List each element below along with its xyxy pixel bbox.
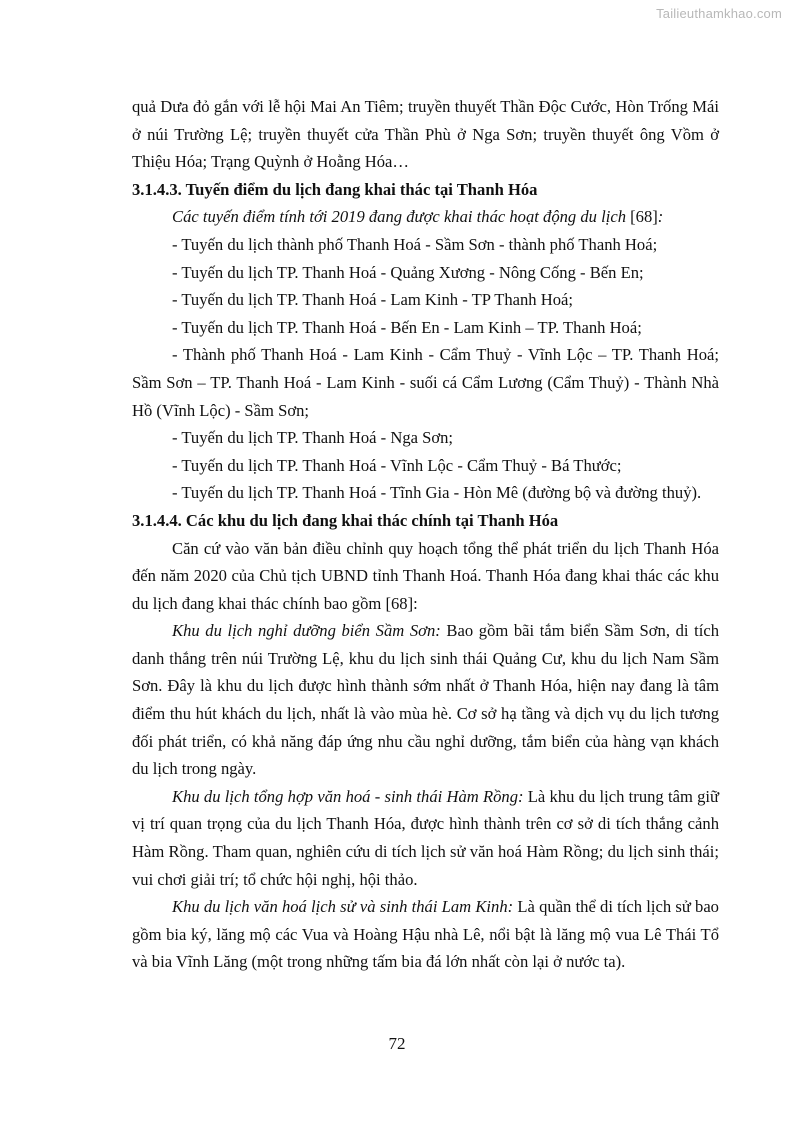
area-name: Khu du lịch văn hoá lịch sử và sinh thái Lam Kinh: [172, 897, 514, 917]
route-item: - Tuyến du lịch TP. Thanh Hoá - Nga Sơn; [172, 428, 454, 448]
areas-intro: Căn cứ vào văn bản điều chỉnh quy hoạch tổng thể phát triển du lịch Thanh Hóa đến năm 2020 của Chủ tịch UBND tỉnh Thanh Hoá. Thanh Hóa đang khai thác các khu du lịch đang khai thác chính bao gồm [68]: [132, 538, 719, 613]
routes-intro-colon: : [657, 207, 664, 227]
routes-intro-italic: Các tuyến điểm tính tới 2019 đang được khai thác hoạt động du lịch [172, 207, 626, 227]
watermark: Tailieuthamkhao.com [656, 6, 782, 21]
route-item: - Tuyến du lịch thành phố Thanh Hoá - Sầm Sơn - thành phố Thanh Hoá; [172, 234, 658, 254]
page-number: 72 [388, 1034, 406, 1053]
route-item: - Tuyến du lịch TP. Thanh Hoá - Tĩnh Gia - Hòn Mê (đường bộ và đường thuỷ). [172, 483, 702, 503]
routes-intro [132, 203, 719, 231]
route-item: - Tuyến du lịch TP. Thanh Hoá - Quảng Xương - Nông Cống - Bến En; [172, 262, 644, 282]
section-heading-3-1-4-3: 3.1.4.3. Tuyến điểm du lịch đang khai thác tại Thanh Hóa [132, 179, 538, 199]
routes-intro-ref: [68] [626, 207, 658, 227]
area-text: Là quần thể di tích lịch sử bao gồm bia ký, lăng mộ các Vua và Hoàng Hậu nhà Lê, nổi bật là lăng mộ vua Lê Thái Tổ và bia Vĩnh Lăng (một trong những tấm bia đá lớn nhất còn lại ở nước ta). [132, 897, 719, 972]
document-page [132, 93, 719, 976]
area-text: Bao gồm bãi tắm biển Sầm Sơn, di tích danh thắng trên núi Trường Lệ, khu du lịch sinh thái Quảng Cư, khu du lịch Nam Sầm Sơn. Đây là khu du lịch được hình thành sớm nhất ở Thanh Hóa, hiện nay đang là tâm điểm thu hút khách du lịch, nhất là vào mùa hè. Cơ sở hạ tầng và dịch vụ du lịch tương đối phát triển, có khả năng đáp ứng nhu cầu nghỉ dưỡng, tắm biển của hàng vạn khách du lịch trong ngày. [132, 621, 719, 779]
route-item: - Tuyến du lịch TP. Thanh Hoá - Lam Kinh - TP Thanh Hoá; [172, 290, 573, 310]
area-paragraph-lam-kinh [132, 893, 719, 976]
area-paragraph-sam-son [132, 617, 719, 783]
section-heading-3-1-4-4: 3.1.4.4. Các khu du lịch đang khai thác chính tại Thanh Hóa [132, 510, 559, 530]
route-item: - Tuyến du lịch TP. Thanh Hoá - Bến En - Lam Kinh – TP. Thanh Hoá; [172, 317, 642, 337]
area-paragraph-ham-rong [132, 783, 719, 893]
area-name: Khu du lịch tổng hợp văn hoá - sinh thái Hàm Rồng: [172, 786, 524, 806]
route-item: - Tuyến du lịch TP. Thanh Hoá - Vĩnh Lộc - Cẩm Thuỷ - Bá Thước; [172, 455, 622, 475]
route-item: - Thành phố Thanh Hoá - Lam Kinh - Cẩm Thuỷ - Vĩnh Lộc – TP. Thanh Hoá; Sầm Sơn – TP. Thanh Hoá - Lam Kinh - suối cá Cẩm Lương (Cẩm Thuỷ) - Thành Nhà Hồ (Vĩnh Lộc) - Sầm Sơn; [132, 345, 719, 420]
area-name: Khu du lịch nghỉ dưỡng biển Sầm Sơn: [172, 621, 441, 641]
intro-paragraph: quả Dưa đỏ gắn với lễ hội Mai An Tiêm; truyền thuyết Thần Độc Cước, Hòn Trống Mái ở núi Trường Lệ; truyền thuyết cửa Thần Phù ở Nga Sơn; truyền thuyết ông Vồm ở Thiệu Hóa; Trạng Quỳnh ở Hoằng Hóa… [132, 97, 719, 172]
area-text: Là khu du lịch trung tâm giữ vị trí quan trọng của du lịch Thanh Hóa, được hình thành trên cơ sở di tích thắng cảnh Hàm Rồng. Tham quan, nghiên cứu di tích lịch sử văn hoá Hàm Rồng; du lịch sinh thái; vui chơi giải trí; tổ chức hội nghị, hội thảo. [132, 786, 719, 889]
